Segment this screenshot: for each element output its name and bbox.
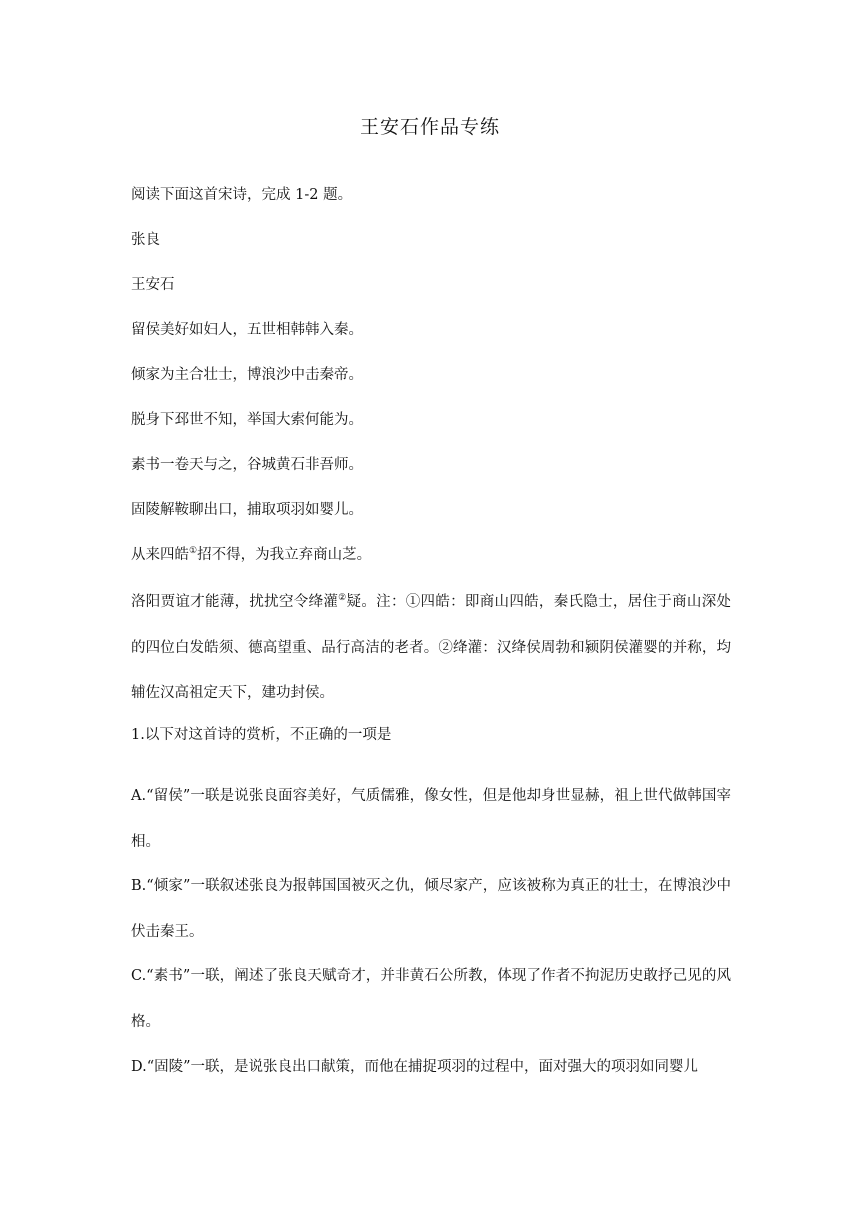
- annotation-text: 疑。注：①四皓：即商山四皓，秦氏隐士，居住于商山深处的四位白发皓须、德高望重、品行高洁的老者。②绛灌：汉绛侯周勃和颍阴侯灌婴的并称，均辅佐汉高祖定天下，建功封侯。: [131, 594, 731, 701]
- poem-line: 留侯美好如妇人，五世相韩韩入秦。: [131, 322, 363, 338]
- poem-line: 素书一卷天与之，谷城黄石非吾师。: [131, 457, 363, 473]
- option-d: D.“固陵”一联，是说张良出口献策，而他在捕捉项羽的过程中，面对强大的项羽如同婴儿: [131, 1059, 699, 1075]
- poem-line: 脱身下邳世不知，举国大索何能为。: [131, 412, 363, 428]
- poem-line: 倾家为主合壮士，博浪沙中击秦帝。: [131, 367, 363, 383]
- option-b: B.“倾家”一联叙述张良为报韩国国被灭之仇，倾尽家产，应该被称为真正的壮士，在博浪沙中伏击秦王。: [131, 878, 731, 940]
- option-c: C.“素书”一联，阐述了张良天赋奇才，并非黄石公所教，体现了作者不拘泥历史敢抒己见的风格。: [131, 968, 731, 1030]
- question-stem: 1.以下对这首诗的赏析，不正确的一项是: [131, 727, 392, 743]
- poem-author: 王安石: [131, 277, 175, 293]
- poem-line-text: 洛阳贾谊才能薄，扰扰空令绛灌: [131, 594, 339, 610]
- poem-line-text: 招不得，为我立弃商山芝。: [197, 547, 372, 563]
- footnote-marker: ②: [338, 593, 347, 604]
- poem-line-with-notes: [131, 580, 731, 717]
- footnote-marker: ①: [189, 546, 198, 557]
- poem-line-text: 从来四皓: [131, 547, 189, 563]
- option-a: A.“留侯”一联是说张良面容美好，气质儒雅，像女性，但是他却身世显赫，祖上世代做韩国宰相。: [131, 788, 731, 850]
- poem-line: 固陵解鞍聊出口，捕取项羽如婴儿。: [131, 502, 363, 518]
- poem-line: [131, 544, 371, 566]
- poem-title: 张良: [131, 232, 160, 248]
- document-title: 王安石作品专练: [359, 116, 500, 138]
- instructions: 阅读下面这首宋诗，完成 1-2 题。: [131, 187, 353, 203]
